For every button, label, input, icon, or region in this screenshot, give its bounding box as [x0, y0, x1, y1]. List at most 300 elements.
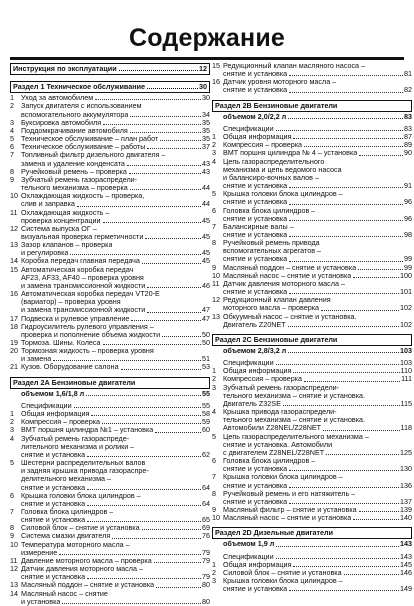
toc-entry-text: Шестерни распределительных валов [21, 459, 146, 468]
page-number: 103 [400, 358, 412, 368]
toc-entry-number: 7 [212, 472, 216, 482]
dot-leader [102, 423, 201, 424]
toc-entry-continuation [212, 215, 412, 223]
toc-entry-text: и замена трансмиссионной жидкости [21, 281, 146, 290]
dot-leader [129, 173, 201, 174]
toc-entry-continuation [10, 298, 210, 306]
page-number: 79 [202, 555, 210, 565]
toc-entry [212, 272, 412, 280]
toc-column-left [10, 62, 210, 606]
toc-entry-continuation [212, 465, 412, 473]
page-number: 79 [202, 548, 210, 557]
dot-leader [127, 165, 201, 166]
dot-leader [353, 519, 399, 520]
toc-column-right [212, 62, 412, 593]
dot-leader [359, 155, 403, 156]
section-heading-text: Раздел 2В Бензиновые двигатели [215, 101, 338, 110]
toc-entry-number: 9 [10, 531, 14, 541]
toc-entry-number: 3 [212, 148, 216, 158]
toc-entry-text: делительного механизма – [21, 475, 111, 484]
toc-entry-continuation [212, 231, 412, 239]
dot-leader [289, 261, 403, 262]
page-number: 51 [202, 355, 210, 364]
toc-entry [10, 209, 210, 217]
dot-leader [119, 70, 198, 71]
toc-entry-text: снятие и установка [223, 255, 288, 264]
dot-leader [276, 364, 399, 365]
toc-entry-text: Кузов. Оборудование салона [21, 363, 119, 372]
dot-leader [87, 505, 201, 506]
toc-entry-continuation [212, 182, 412, 190]
toc-entry-continuation [212, 247, 412, 255]
toc-entry [212, 569, 412, 577]
toc-entry-continuation [10, 500, 210, 508]
page-number: 50 [202, 338, 210, 347]
section-subheading-text: объемом 1,6/1,8 л [21, 389, 85, 398]
section-subheading-text: объемом 2,0/2,2 л [223, 112, 287, 121]
section-gap [212, 95, 412, 99]
toc-entry-text: Двигатель Z32SE [223, 399, 281, 408]
dot-leader [130, 132, 201, 133]
toc-entry-text: и замена [21, 355, 52, 364]
section-heading [10, 377, 210, 389]
toc-entry-text: снятие и установка [223, 465, 288, 474]
page-number: 45 [202, 216, 210, 225]
page-number: 45 [202, 249, 210, 258]
page-number: 45 [202, 232, 210, 241]
section-gap [212, 522, 412, 526]
toc-entry-text: вспомогательных агрегатов – [223, 247, 322, 256]
page-number: 59 [202, 417, 210, 427]
toc-entry-number: 8 [212, 238, 216, 248]
toc-entry [212, 296, 412, 304]
toc-entry-number: 12 [10, 223, 18, 233]
dot-leader [288, 352, 399, 353]
dot-leader [276, 546, 399, 547]
dot-leader [142, 529, 201, 530]
section-heading-text: Раздел 2D Дизельные двигатели [215, 529, 334, 538]
toc-entry [212, 149, 412, 157]
toc-entry-text: Цепь газораспределительного механизма – [223, 432, 369, 441]
toc-entry-text: Автомобили Z28NEL/Z28NET [223, 424, 322, 433]
toc-entry-text: слив и заправка [21, 200, 75, 209]
toc-entry-number: 17 [10, 313, 18, 323]
toc-entry-text: Гидроусилитель рулевого управления – [21, 322, 154, 331]
toc-entry-text: Автоматическая коробка передач VT20-E [21, 290, 160, 299]
dot-leader [288, 326, 399, 327]
toc-entry-text: и замена трансмиссионной жидкости [21, 306, 146, 315]
toc-entry [212, 207, 412, 215]
toc-entry-text: тельного механизма – снятие и установка. [223, 416, 365, 425]
toc-entry [10, 127, 210, 135]
toc-entry-number: 6 [10, 490, 14, 500]
toc-entry-continuation [212, 449, 412, 457]
page-number: 69 [202, 523, 210, 533]
toc-entry-continuation [212, 498, 412, 506]
dot-leader [154, 562, 201, 563]
toc-entry-text: Уход за автомобилем [21, 94, 94, 103]
toc-entry-text: Тормоза. Шины. Колеса [21, 339, 101, 347]
page-number: 50 [202, 330, 210, 339]
toc-entry-number: 12 [212, 295, 220, 305]
toc-entry-number: 4 [10, 433, 14, 443]
dot-leader [353, 277, 399, 278]
toc-entry-continuation [10, 549, 210, 557]
page-number: 146 [400, 567, 412, 577]
dot-leader [276, 558, 399, 559]
toc-entry-number: 8 [10, 166, 14, 176]
page-number: 46 [202, 281, 210, 290]
dot-leader [344, 574, 399, 575]
toc-entry-text: Датчик давления моторного масла – [21, 565, 143, 574]
toc-entry-text: снятие и установка [21, 499, 86, 508]
page-number: 99 [404, 255, 412, 264]
toc-entry [212, 433, 412, 441]
dot-leader [53, 360, 201, 361]
toc-entry [212, 457, 412, 465]
page-number: 76 [202, 531, 210, 541]
toc-entry-number: 20 [10, 346, 18, 356]
toc-entry [10, 94, 210, 102]
toc-entry-text: Зубчатый ремень газораспредели- [223, 383, 340, 392]
dot-leader [77, 206, 201, 207]
toc-entry-text: Датчик давления моторного масла – [223, 279, 345, 288]
toc-entry [10, 225, 210, 233]
section-heading [10, 81, 210, 93]
page-number: 125 [400, 448, 412, 457]
toc-entry-text: Зубчатый ремень газораспредели- [21, 175, 138, 184]
toc-entry-text: снятие и установка [223, 182, 288, 191]
dot-leader [276, 130, 403, 131]
toc-entry-number: 4 [212, 407, 216, 417]
page-number: 139 [400, 504, 412, 514]
toc-entry-text: Общая информация [223, 367, 292, 376]
toc-entry [10, 266, 210, 274]
dot-leader [304, 146, 403, 147]
dot-leader [74, 407, 201, 408]
toc-entry-continuation [212, 585, 412, 593]
page-number: 102 [400, 304, 412, 313]
toc-entry [10, 102, 210, 110]
dot-leader [160, 140, 201, 141]
toc-entry-number: 3 [212, 382, 216, 392]
dot-leader [156, 587, 201, 588]
toc-entry-text: Спецификации [21, 401, 72, 410]
toc-entry-text: и установка [21, 597, 61, 606]
toc-entry-continuation [212, 70, 412, 78]
toc-entry [10, 241, 210, 249]
toc-entry-continuation [212, 392, 412, 400]
toc-entry-text: проверка и пополнение объема жидкости [21, 330, 161, 339]
toc-entry-text: Техническое обслуживание – план работ [21, 135, 159, 144]
page-number: 55 [202, 400, 210, 410]
toc-entry-number: 5 [212, 189, 216, 199]
dot-leader [289, 590, 399, 591]
toc-entry [10, 347, 210, 355]
toc-entry-text: Редукционный клапан давления [223, 296, 331, 305]
toc-entry-text: Охлаждающая жидкость – [21, 208, 110, 217]
toc-entry-text: лительного механизма и ролики – [21, 442, 135, 451]
toc-entry-text: Силовой блок – снятие и установка [21, 524, 140, 533]
toc-entry [212, 125, 412, 133]
toc-entry [212, 561, 412, 569]
toc-entry-text: снятие и установка [223, 198, 288, 207]
section-gap [212, 329, 412, 333]
toc-entry-number: 16 [212, 77, 220, 87]
toc-entry-number: 11 [10, 555, 18, 565]
toc-entry-text: вспомогательного аккумулятора [21, 110, 129, 119]
toc-entry-text: тельного механизма – проверка [21, 184, 128, 193]
page-number: 37 [202, 142, 210, 152]
toc-entry-number: 2 [10, 101, 14, 111]
toc-entry-text: Балансирные валы – [223, 222, 294, 231]
toc-entry-text: Ручейковый ремень – проверка [21, 167, 127, 176]
toc-entry-number: 1 [212, 132, 216, 142]
toc-entry-text: снятие и установка. Автомобили [223, 440, 333, 449]
toc-entry-text: Крышка головки блока цилиндров – [21, 491, 141, 500]
toc-entry-continuation [10, 475, 210, 483]
toc-entry-text: Крышка привода газораспредели- [223, 408, 337, 417]
toc-entry-text: механизма и цепь ведомого насоса [223, 165, 342, 174]
toc-entry-text: Охлаждающая жидкость – проверка, [21, 192, 145, 201]
page-number: 34 [202, 110, 210, 119]
toc-entry-text: Компрессия – проверка [21, 418, 101, 427]
dot-leader [289, 187, 403, 188]
toc-entry-continuation [10, 573, 210, 581]
toc-entry [212, 158, 412, 166]
toc-entry [10, 402, 210, 410]
toc-entry [10, 192, 210, 200]
toc-entry-text: Спецификации [223, 552, 274, 561]
toc-entry-number: 3 [10, 117, 14, 127]
page-number: 130 [400, 465, 412, 474]
dot-leader [145, 238, 201, 239]
toc-entry-text: Ручейковый ремень и его натяжитель – [223, 489, 356, 498]
toc-entry-continuation [212, 321, 412, 329]
toc-entry-text: визуальная проверка герметичности [21, 232, 144, 241]
toc-entry-number: 8 [212, 488, 216, 498]
toc-entry-number: 2 [212, 140, 216, 150]
dot-leader [289, 92, 403, 93]
toc-entry [10, 119, 210, 127]
toc-entry-text: Цепь газораспределительного [223, 157, 325, 166]
toc-entry-text: Масляный фильтр – снятие и установка [223, 505, 357, 514]
toc-entry-number: 11 [10, 207, 18, 217]
section-subheading [10, 390, 210, 398]
dot-leader [95, 99, 201, 100]
toc-entry-text: Техническое обслуживание – работы [21, 143, 146, 152]
toc-entry-text: снятие и установка [223, 585, 288, 594]
section-subheading-text: объемом 1,9 л [223, 540, 275, 549]
section-gap [10, 76, 210, 80]
dot-leader [293, 138, 403, 139]
toc-entry-text: Общая информация [223, 133, 292, 142]
toc-entry-text: снятие и установка [21, 573, 86, 582]
page-number: 43 [202, 166, 210, 176]
section-heading-text: Инструкция по эксплуатации [13, 65, 117, 73]
toc-entry-number: 21 [10, 362, 18, 372]
toc-entry-continuation [10, 331, 210, 339]
toc-entry [10, 426, 210, 434]
dot-leader [86, 395, 201, 396]
toc-entry [10, 532, 210, 540]
page-number: 100 [400, 270, 412, 280]
page-number: 64 [202, 483, 210, 492]
page-number: 47 [202, 313, 210, 323]
toc-entry [10, 565, 210, 573]
page-number: 44 [202, 184, 210, 193]
toc-entry-continuation [10, 200, 210, 208]
toc-entry-text: Крышка головки блока цилиндров – [223, 190, 343, 199]
section-gap [10, 372, 210, 376]
page-number: 35 [202, 125, 210, 135]
dot-leader [87, 521, 201, 522]
section-heading [212, 334, 412, 346]
page-number: 98 [404, 230, 412, 239]
dot-leader [321, 310, 399, 311]
dot-leader [289, 293, 399, 294]
toc-entry-text: измерение [21, 548, 58, 557]
dot-leader [283, 405, 400, 406]
toc-entry-continuation [10, 355, 210, 363]
dot-leader [147, 287, 201, 288]
toc-entry-number: 3 [212, 576, 216, 586]
page-number: 137 [400, 497, 412, 506]
dot-leader [293, 372, 399, 373]
toc-entry-text: Головка блока цилиндров – [223, 206, 316, 215]
toc-entry-text: с двигателем Z28NEL/Z28NET [223, 448, 325, 457]
toc-entry [10, 168, 210, 176]
toc-entry [212, 280, 412, 288]
toc-entry-text: Система смазки двигателя [21, 532, 111, 541]
toc-entry-text: Коробка передач главная передача [21, 257, 140, 266]
dot-leader [289, 487, 399, 488]
toc-entry-number: 13 [10, 580, 18, 590]
page-number: 83 [404, 112, 412, 121]
toc-entry-continuation [10, 274, 210, 282]
toc-entry [10, 290, 210, 298]
toc-entry [212, 141, 412, 149]
toc-entry-text: Общая информация [21, 410, 90, 419]
section-heading-text: Раздел 2А Бензиновые двигатели [13, 378, 136, 387]
toc-entry-continuation [212, 482, 412, 490]
toc-entry-continuation [10, 598, 210, 606]
toc-entry-text: Топливный фильтр дизельного двигателя – [21, 151, 166, 160]
dot-leader [155, 432, 201, 433]
dot-leader [293, 566, 399, 567]
dot-leader [289, 503, 399, 504]
toc-entry-text: проверка концентрации [21, 216, 101, 225]
page-number: 47 [202, 306, 210, 315]
toc-entry [212, 408, 412, 416]
section-heading-text: Раздел 1 Техническое обслуживание [13, 83, 146, 92]
toc-entry [10, 339, 210, 347]
toc-entry-text: Ручейковый ремень привода [223, 239, 320, 248]
page-number: 99 [404, 262, 412, 272]
page-number: 110 [400, 366, 412, 376]
toc-entry [212, 313, 412, 321]
toc-entry-text: Масляный поддон – снятие и установка [21, 581, 155, 590]
page-number: 64 [202, 499, 210, 508]
toc-entry [10, 524, 210, 532]
dot-leader [130, 189, 201, 190]
page-number: 101 [400, 288, 412, 297]
dot-leader [289, 236, 403, 237]
toc-entry [212, 375, 412, 383]
toc-entry-number: 13 [10, 240, 18, 250]
toc-entry-text: Масляный насос – снятие и установка [223, 271, 352, 280]
toc-entry-text: Головка блока цилиндров – [21, 507, 114, 516]
page-number: 79 [202, 573, 210, 582]
toc-entry-continuation [212, 255, 412, 263]
toc-entry-continuation [10, 516, 210, 524]
section-subheading-text: объемом 2,8/3,2 л [223, 347, 287, 355]
dot-leader [87, 456, 201, 457]
toc-entry-text: ВМТ поршня цилиндра №1 – установка [21, 426, 154, 435]
toc-entry-number: 10 [212, 513, 220, 523]
toc-entry [10, 459, 210, 467]
section-subheading [212, 540, 412, 548]
toc-entry-number: 5 [212, 431, 216, 441]
page-number: 82 [404, 86, 412, 95]
page-number: 96 [404, 214, 412, 223]
toc-entry-text: и балансиро-вочных валов – [223, 173, 319, 182]
toc-entry-text: Крышка головки блока цилиндров – [223, 473, 343, 482]
toc-entry-continuation [212, 174, 412, 182]
toc-entry-number: 10 [212, 270, 220, 280]
toc-entry-number: 9 [212, 262, 216, 272]
dot-leader [112, 538, 201, 539]
toc-entry-number: 2 [212, 374, 216, 384]
page-title: Содержание [128, 24, 286, 52]
toc-entry-text: Двигатель Z20NET [223, 320, 286, 329]
toc-entry-text: Спецификации [223, 124, 274, 133]
page-number: 35 [202, 117, 210, 127]
toc-entry-text: снятие и установка [21, 483, 86, 492]
page-number: 140 [400, 513, 412, 523]
toc-entry-text: снятие и установка [223, 70, 288, 79]
page-number: 111 [401, 374, 412, 384]
toc-entry-number: 15 [212, 61, 220, 70]
page-number: 87 [404, 132, 412, 142]
toc-entry-text: Температура моторного масла – [21, 540, 130, 549]
toc-entry-text: Масляный насос – снятие и установка [223, 514, 352, 523]
dot-leader [288, 118, 403, 119]
toc-entry-text: Масляный поддон – снятие и установка [223, 263, 357, 272]
page-number: 143 [400, 540, 412, 549]
toc-entry-number: 6 [212, 456, 216, 466]
page-number: 43 [202, 159, 210, 168]
toc-entry-text: AF23, AF33, AF40 – проверка уровня [21, 273, 144, 282]
toc-entry [10, 541, 210, 549]
toc-entry-text: снятие и установка [223, 288, 288, 297]
dot-leader [91, 415, 201, 416]
section-heading [10, 63, 210, 75]
toc-entry [212, 78, 412, 86]
dot-leader [87, 489, 201, 490]
section-subheading [212, 347, 412, 355]
dot-leader [70, 254, 201, 255]
toc-entry-continuation [10, 484, 210, 492]
toc-entry-text: моторного масла – проверка [223, 304, 320, 313]
toc-entry-continuation [10, 306, 210, 314]
toc-entry-text: Компрессия – проверка [223, 141, 303, 150]
toc-entry-continuation [10, 451, 210, 459]
toc-entry-text: Буксировка автомобиля [21, 118, 102, 127]
toc-entry-text: Зубчатый ремень газораспреде- [21, 434, 130, 443]
toc-entry [10, 508, 210, 516]
page-number: 90 [404, 148, 412, 158]
